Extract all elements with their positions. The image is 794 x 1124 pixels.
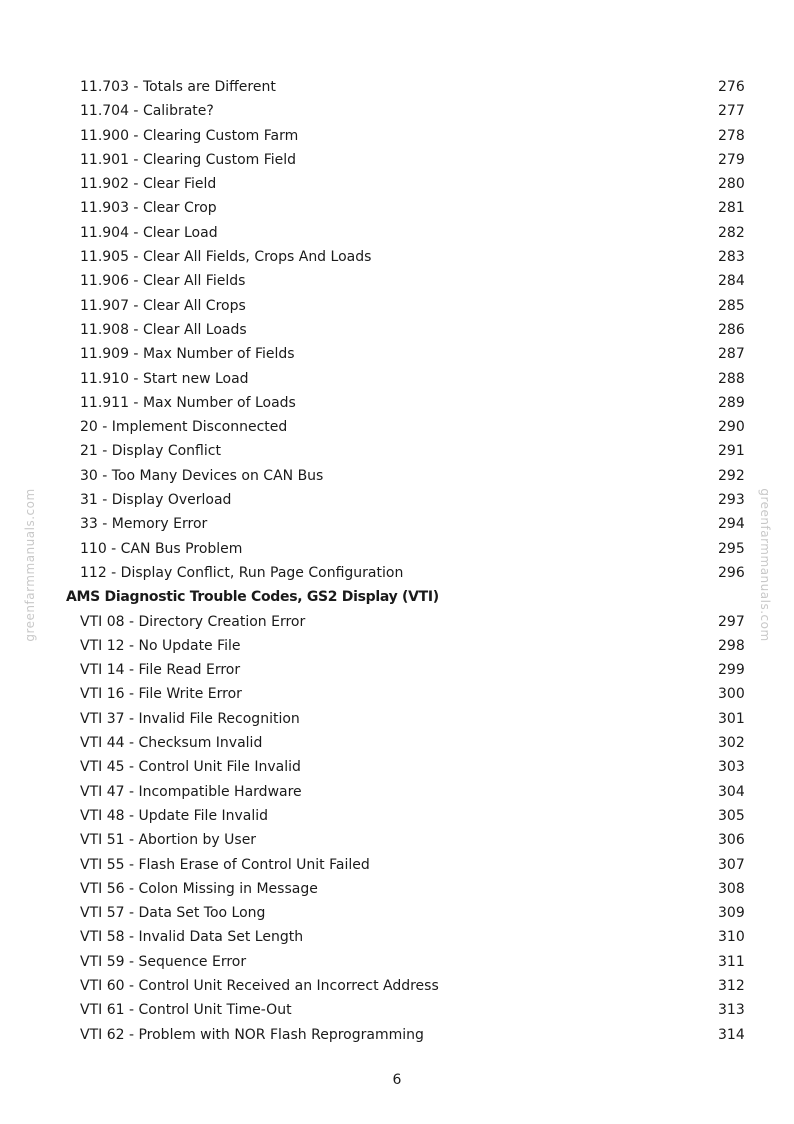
entry-title: VTI 51 - Abortion by User bbox=[80, 832, 257, 849]
toc-entry[interactable] bbox=[0, 342, 794, 366]
entry-page-number: 311 bbox=[718, 953, 745, 970]
entry-page-number: 295 bbox=[718, 540, 745, 557]
entry-page-number: 301 bbox=[718, 710, 745, 727]
entry-page-number: 308 bbox=[718, 880, 745, 897]
entry-page-number: 300 bbox=[718, 686, 745, 703]
toc-entry[interactable] bbox=[0, 221, 794, 245]
toc-entry[interactable] bbox=[0, 367, 794, 391]
toc-entry[interactable] bbox=[0, 780, 794, 804]
entry-title: VTI 56 - Colon Missing in Message bbox=[80, 880, 318, 897]
entry-page-number: 278 bbox=[718, 127, 745, 144]
entry-title: VTI 55 - Flash Erase of Control Unit Failed bbox=[80, 856, 370, 873]
entry-title: VTI 45 - Control Unit File Invalid bbox=[80, 759, 301, 776]
entry-page-number: 289 bbox=[718, 394, 745, 411]
entry-title: VTI 47 - Incompatible Hardware bbox=[80, 783, 302, 800]
toc-entry[interactable] bbox=[0, 269, 794, 293]
entry-title: VTI 60 - Control Unit Received an Incorrect Address bbox=[80, 977, 439, 994]
toc-entry[interactable] bbox=[0, 439, 794, 463]
entry-page-number: 310 bbox=[718, 929, 745, 946]
entry-page-number: 285 bbox=[718, 297, 745, 314]
entry-title: 11.907 - Clear All Crops bbox=[80, 297, 246, 314]
entry-title: VTI 16 - File Write Error bbox=[80, 686, 242, 703]
toc-entry[interactable] bbox=[0, 828, 794, 852]
entry-page-number: 291 bbox=[718, 443, 745, 460]
watermark-left: greenfarmmanuals.com bbox=[23, 488, 37, 642]
entry-title: 30 - Too Many Devices on CAN Bus bbox=[80, 467, 324, 484]
entry-title: VTI 44 - Checksum Invalid bbox=[80, 735, 263, 752]
toc-entry[interactable] bbox=[0, 731, 794, 755]
toc-entry[interactable] bbox=[0, 415, 794, 439]
entry-page-number: 281 bbox=[718, 200, 745, 217]
entry-page-number: 293 bbox=[718, 492, 745, 509]
entry-title: VTI 61 - Control Unit Time-Out bbox=[80, 1002, 292, 1019]
toc-entry[interactable] bbox=[0, 804, 794, 828]
toc-entry[interactable] bbox=[0, 148, 794, 172]
entry-page-number: 299 bbox=[718, 662, 745, 679]
entry-title: 31 - Display Overload bbox=[80, 492, 232, 509]
entry-page-number: 296 bbox=[718, 564, 745, 581]
toc-entry[interactable] bbox=[0, 707, 794, 731]
entry-title: 11.904 - Clear Load bbox=[80, 224, 218, 241]
entry-title: 11.908 - Clear All Loads bbox=[80, 321, 247, 338]
toc-entry[interactable] bbox=[0, 901, 794, 925]
entry-title: VTI 59 - Sequence Error bbox=[80, 953, 247, 970]
toc-entry[interactable] bbox=[0, 75, 794, 99]
toc-entry[interactable] bbox=[0, 658, 794, 682]
toc-entry[interactable] bbox=[0, 561, 794, 585]
entry-title: 11.703 - Totals are Different bbox=[80, 79, 276, 95]
entry-title: 112 - Display Conflict, Run Page Configuration bbox=[80, 564, 404, 581]
toc-entry[interactable] bbox=[0, 99, 794, 123]
entry-page-number: 309 bbox=[718, 905, 745, 922]
entry-title: VTI 08 - Directory Creation Error bbox=[80, 613, 306, 630]
toc-entry[interactable] bbox=[0, 682, 794, 706]
toc-entry[interactable] bbox=[0, 464, 794, 488]
page-number: 6 bbox=[392, 1072, 402, 1088]
toc-entry[interactable] bbox=[0, 998, 794, 1022]
entry-title: 11.902 - Clear Field bbox=[80, 176, 217, 193]
entry-title: VTI 12 - No Update File bbox=[80, 637, 241, 654]
entry-page-number: 312 bbox=[718, 977, 745, 994]
toc-entry[interactable] bbox=[0, 537, 794, 561]
entry-title: 20 - Implement Disconnected bbox=[80, 419, 288, 436]
toc-entry[interactable] bbox=[0, 1023, 794, 1047]
toc-entry[interactable] bbox=[0, 172, 794, 196]
entry-page-number: 306 bbox=[718, 832, 745, 849]
entry-page-number: 313 bbox=[718, 1002, 745, 1019]
entry-title: VTI 58 - Invalid Data Set Length bbox=[80, 929, 304, 946]
entry-title: VTI 57 - Data Set Too Long bbox=[80, 905, 266, 922]
toc-entry[interactable] bbox=[0, 755, 794, 779]
toc-section-heading bbox=[0, 585, 794, 609]
entry-title: 11.905 - Clear All Fields, Crops And Loads bbox=[80, 249, 372, 266]
toc-entry[interactable] bbox=[0, 318, 794, 342]
entry-page-number: 314 bbox=[718, 1026, 745, 1043]
entry-page-number: 298 bbox=[718, 637, 745, 654]
entry-page-number: 302 bbox=[718, 735, 745, 752]
entry-page-number: 283 bbox=[718, 249, 745, 266]
entry-title: 11.909 - Max Number of Fields bbox=[80, 346, 295, 363]
entry-page-number: 282 bbox=[718, 224, 745, 241]
entry-page-number: 290 bbox=[718, 419, 745, 436]
toc-entry[interactable] bbox=[0, 974, 794, 998]
entry-page-number: 307 bbox=[718, 856, 745, 873]
toc-entry[interactable] bbox=[0, 196, 794, 220]
entry-page-number: 280 bbox=[718, 176, 745, 193]
toc-entry[interactable] bbox=[0, 245, 794, 269]
entry-page-number: 297 bbox=[718, 613, 745, 630]
entry-title: 11.906 - Clear All Fields bbox=[80, 273, 246, 290]
entry-title: VTI 62 - Problem with NOR Flash Reprogramming bbox=[80, 1026, 424, 1043]
table-of-contents bbox=[0, 75, 794, 1047]
entry-page-number: 304 bbox=[718, 783, 745, 800]
entry-title: 33 - Memory Error bbox=[80, 516, 208, 533]
entry-page-number: 286 bbox=[718, 321, 745, 338]
toc-entry[interactable] bbox=[0, 124, 794, 148]
toc-entry[interactable] bbox=[0, 634, 794, 658]
entry-page-number: 279 bbox=[718, 151, 745, 168]
section-title: AMS Diagnostic Trouble Codes, GS2 Display (VTI) bbox=[66, 589, 439, 606]
entry-title: VTI 37 - Invalid File Recognition bbox=[80, 710, 300, 727]
toc-entry[interactable] bbox=[0, 877, 794, 901]
entry-page-number: 305 bbox=[718, 807, 745, 824]
toc-entry[interactable] bbox=[0, 610, 794, 634]
entry-title: 110 - CAN Bus Problem bbox=[80, 540, 243, 557]
entry-page-number: 292 bbox=[718, 467, 745, 484]
toc-entry[interactable] bbox=[0, 853, 794, 877]
entry-title: 11.910 - Start new Load bbox=[80, 370, 249, 387]
entry-page-number: 287 bbox=[718, 346, 745, 363]
toc-entry[interactable] bbox=[0, 512, 794, 536]
entry-title: 21 - Display Conflict bbox=[80, 443, 221, 460]
entry-title: 11.901 - Clearing Custom Field bbox=[80, 151, 297, 168]
entry-page-number: 288 bbox=[718, 370, 745, 387]
entry-page-number: 277 bbox=[718, 103, 745, 120]
entry-page-number: 303 bbox=[718, 759, 745, 776]
entry-title: 11.704 - Calibrate? bbox=[80, 103, 214, 120]
entry-title: VTI 48 - Update File Invalid bbox=[80, 807, 269, 824]
watermark-right: greenfarmmanuals.com bbox=[758, 488, 772, 642]
entry-title: VTI 14 - File Read Error bbox=[80, 662, 241, 679]
entry-title: 11.900 - Clearing Custom Farm bbox=[80, 127, 299, 144]
toc-entry[interactable] bbox=[0, 950, 794, 974]
entry-page-number: 276 bbox=[718, 79, 745, 95]
toc-entry[interactable] bbox=[0, 925, 794, 949]
toc-entry[interactable] bbox=[0, 488, 794, 512]
toc-entry[interactable] bbox=[0, 391, 794, 415]
entry-title: 11.903 - Clear Crop bbox=[80, 200, 217, 217]
entry-title: 11.911 - Max Number of Loads bbox=[80, 394, 296, 411]
entry-page-number: 294 bbox=[718, 516, 745, 533]
entry-page-number: 284 bbox=[718, 273, 745, 290]
toc-entry[interactable] bbox=[0, 294, 794, 318]
